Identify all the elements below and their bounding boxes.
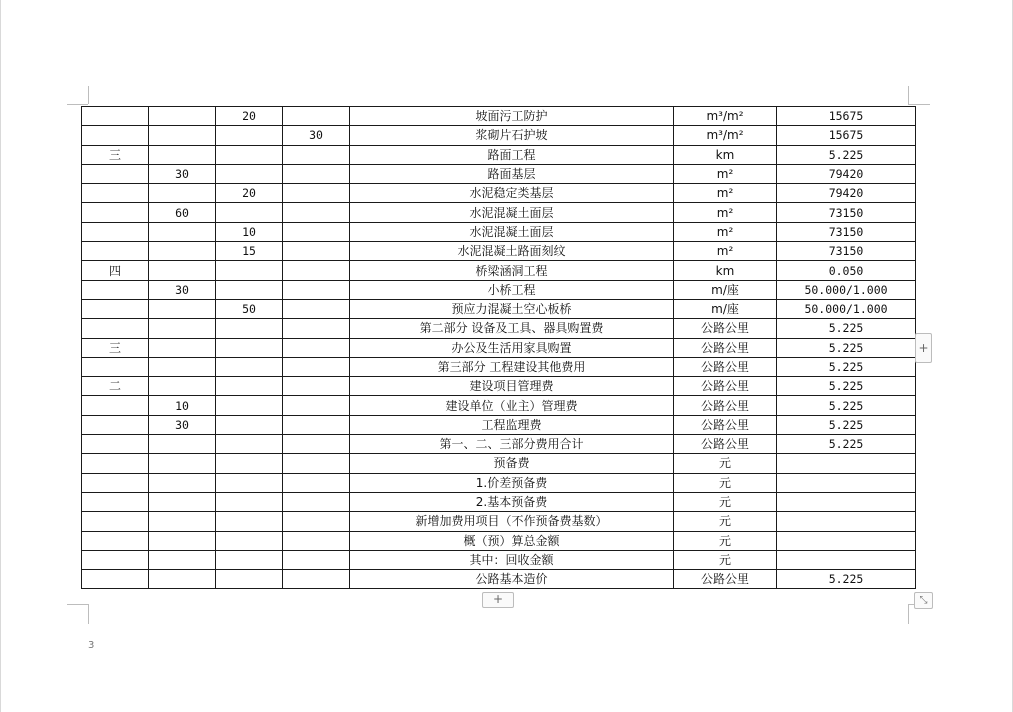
level-2-cell[interactable] xyxy=(149,145,216,164)
quantity-cell[interactable]: 5.225 xyxy=(777,377,916,396)
level-2-cell[interactable] xyxy=(149,299,216,318)
level-2-cell[interactable] xyxy=(149,492,216,511)
level-3-cell[interactable] xyxy=(216,492,283,511)
item-name-cell[interactable]: 建设单位（业主）管理费 xyxy=(350,396,674,415)
unit-cell[interactable]: 公路公里 xyxy=(674,338,777,357)
level-2-cell[interactable] xyxy=(149,338,216,357)
level-2-cell[interactable] xyxy=(149,126,216,145)
quantity-cell[interactable]: 79420 xyxy=(777,164,916,183)
level-2-cell[interactable] xyxy=(149,242,216,261)
quantity-cell[interactable] xyxy=(777,473,916,492)
quantity-cell[interactable] xyxy=(777,454,916,473)
level-2-cell[interactable] xyxy=(149,377,216,396)
level-3-cell[interactable] xyxy=(216,203,283,222)
quantity-cell[interactable]: 73150 xyxy=(777,222,916,241)
margin-corner-bottom-right xyxy=(908,604,909,624)
level-2-cell[interactable]: 30 xyxy=(149,415,216,434)
unit-cell[interactable]: m² xyxy=(674,222,777,241)
table-row xyxy=(82,473,916,492)
level-3-cell[interactable] xyxy=(216,512,283,531)
level-1-cell[interactable] xyxy=(82,319,149,338)
unit-cell[interactable]: m³/m² xyxy=(674,126,777,145)
level-4-cell[interactable] xyxy=(283,454,350,473)
margin-corner-bottom-left xyxy=(88,604,89,624)
table-row xyxy=(82,203,916,222)
table-row xyxy=(82,570,916,589)
table-row xyxy=(82,280,916,299)
item-name-cell[interactable]: 路面工程 xyxy=(350,145,674,164)
level-3-cell[interactable] xyxy=(216,473,283,492)
level-4-cell[interactable] xyxy=(283,338,350,357)
level-1-cell[interactable]: 四 xyxy=(82,261,149,280)
level-1-cell[interactable] xyxy=(82,222,149,241)
item-name-cell[interactable]: 小桥工程 xyxy=(350,280,674,299)
item-name-cell[interactable]: 水泥混凝土面层 xyxy=(350,203,674,222)
level-2-cell[interactable] xyxy=(149,531,216,550)
level-4-cell[interactable] xyxy=(283,550,350,569)
table-row xyxy=(82,222,916,241)
level-4-cell[interactable] xyxy=(283,222,350,241)
quantity-cell[interactable]: 50.000/1.000 xyxy=(777,280,916,299)
level-3-cell[interactable] xyxy=(216,145,283,164)
unit-cell[interactable]: 公路公里 xyxy=(674,415,777,434)
level-1-cell[interactable] xyxy=(82,203,149,222)
level-3-cell[interactable] xyxy=(216,415,283,434)
page-edge-left xyxy=(0,0,1,712)
item-name-cell[interactable]: 建设项目管理费 xyxy=(350,377,674,396)
table-row xyxy=(82,145,916,164)
level-2-cell[interactable] xyxy=(149,184,216,203)
quantity-cell[interactable]: 0.050 xyxy=(777,261,916,280)
level-4-cell[interactable] xyxy=(283,145,350,164)
unit-cell[interactable]: 元 xyxy=(674,454,777,473)
level-2-cell[interactable] xyxy=(149,357,216,376)
level-2-cell[interactable]: 30 xyxy=(149,280,216,299)
level-4-cell[interactable] xyxy=(283,396,350,415)
budget-table xyxy=(81,106,916,589)
unit-cell[interactable]: 元 xyxy=(674,512,777,531)
item-name-cell[interactable]: 浆砌片石护坡 xyxy=(350,126,674,145)
item-name-cell[interactable]: 工程监理费 xyxy=(350,415,674,434)
quantity-cell[interactable]: 5.225 xyxy=(777,319,916,338)
level-1-cell[interactable] xyxy=(82,299,149,318)
table-row xyxy=(82,435,916,454)
quantity-cell[interactable]: 5.225 xyxy=(777,415,916,434)
quantity-cell[interactable]: 15675 xyxy=(777,126,916,145)
level-3-cell[interactable]: 20 xyxy=(216,184,283,203)
table-row xyxy=(82,338,916,357)
level-3-cell[interactable] xyxy=(216,280,283,299)
level-1-cell[interactable]: 二 xyxy=(82,377,149,396)
unit-cell[interactable]: m/座 xyxy=(674,299,777,318)
level-3-cell[interactable]: 50 xyxy=(216,299,283,318)
level-3-cell[interactable] xyxy=(216,377,283,396)
level-2-cell[interactable] xyxy=(149,512,216,531)
level-2-cell[interactable] xyxy=(149,435,216,454)
unit-cell[interactable]: m/座 xyxy=(674,280,777,299)
table-row xyxy=(82,415,916,434)
level-2-cell[interactable] xyxy=(149,222,216,241)
margin-corner-top-left xyxy=(67,104,88,105)
unit-cell[interactable]: 元 xyxy=(674,531,777,550)
level-3-cell[interactable] xyxy=(216,319,283,338)
unit-cell[interactable]: 公路公里 xyxy=(674,377,777,396)
item-name-cell[interactable]: 坡面污工防护 xyxy=(350,107,674,126)
margin-corner-top-right xyxy=(908,104,930,105)
level-1-cell[interactable] xyxy=(82,164,149,183)
table-resize-handle[interactable]: ⤡ xyxy=(914,592,933,609)
quantity-cell[interactable]: 5.225 xyxy=(777,570,916,589)
level-4-cell[interactable] xyxy=(283,164,350,183)
level-3-cell[interactable] xyxy=(216,531,283,550)
level-1-cell[interactable] xyxy=(82,280,149,299)
level-1-cell[interactable] xyxy=(82,126,149,145)
level-3-cell[interactable]: 10 xyxy=(216,222,283,241)
item-name-cell[interactable]: 第一、二、三部分费用合计 xyxy=(350,435,674,454)
item-name-cell[interactable]: 水泥稳定类基层 xyxy=(350,184,674,203)
level-3-cell[interactable] xyxy=(216,550,283,569)
quantity-cell[interactable]: 73150 xyxy=(777,203,916,222)
item-name-cell[interactable]: 水泥混凝土面层 xyxy=(350,222,674,241)
level-1-cell[interactable] xyxy=(82,473,149,492)
level-1-cell[interactable] xyxy=(82,550,149,569)
level-4-cell[interactable] xyxy=(283,319,350,338)
level-3-cell[interactable] xyxy=(216,454,283,473)
level-4-cell[interactable] xyxy=(283,242,350,261)
table-row xyxy=(82,164,916,183)
quantity-cell[interactable] xyxy=(777,492,916,511)
quantity-cell[interactable]: 5.225 xyxy=(777,338,916,357)
quantity-cell[interactable]: 5.225 xyxy=(777,435,916,454)
unit-cell[interactable]: 元 xyxy=(674,492,777,511)
item-name-cell[interactable]: 水泥混凝土路面刻纹 xyxy=(350,242,674,261)
level-1-cell[interactable] xyxy=(82,107,149,126)
level-3-cell[interactable] xyxy=(216,338,283,357)
table-row xyxy=(82,550,916,569)
quantity-cell[interactable] xyxy=(777,531,916,550)
unit-cell[interactable]: km xyxy=(674,261,777,280)
unit-cell[interactable]: m² xyxy=(674,184,777,203)
unit-cell[interactable]: m² xyxy=(674,242,777,261)
level-4-cell[interactable] xyxy=(283,280,350,299)
item-name-cell[interactable]: 第三部分 工程建设其他费用 xyxy=(350,357,674,376)
table-row xyxy=(82,396,916,415)
level-3-cell[interactable] xyxy=(216,164,283,183)
level-2-cell[interactable]: 30 xyxy=(149,164,216,183)
level-1-cell[interactable] xyxy=(82,415,149,434)
table-row xyxy=(82,242,916,261)
table-row xyxy=(82,377,916,396)
unit-cell[interactable]: m² xyxy=(674,203,777,222)
item-name-cell[interactable]: 1.价差预备费 xyxy=(350,473,674,492)
level-3-cell[interactable] xyxy=(216,435,283,454)
table-row xyxy=(82,357,916,376)
item-name-cell[interactable]: 路面基层 xyxy=(350,164,674,183)
table-row xyxy=(82,107,916,126)
quantity-cell[interactable]: 73150 xyxy=(777,242,916,261)
level-1-cell[interactable] xyxy=(82,184,149,203)
level-2-cell[interactable] xyxy=(149,454,216,473)
item-name-cell[interactable]: 预备费 xyxy=(350,454,674,473)
table-row xyxy=(82,512,916,531)
level-2-cell[interactable] xyxy=(149,550,216,569)
level-2-cell[interactable] xyxy=(149,107,216,126)
item-name-cell[interactable]: 预应力混凝土空心板桥 xyxy=(350,299,674,318)
level-3-cell[interactable] xyxy=(216,396,283,415)
add-row-button[interactable]: + xyxy=(482,592,514,608)
level-1-cell[interactable]: 三 xyxy=(82,145,149,164)
unit-cell[interactable]: 公路公里 xyxy=(674,435,777,454)
level-3-cell[interactable] xyxy=(216,570,283,589)
level-2-cell[interactable] xyxy=(149,319,216,338)
level-4-cell[interactable] xyxy=(283,512,350,531)
level-2-cell[interactable] xyxy=(149,570,216,589)
level-1-cell[interactable] xyxy=(82,357,149,376)
table-row xyxy=(82,261,916,280)
level-1-cell[interactable]: 三 xyxy=(82,338,149,357)
level-4-cell[interactable] xyxy=(283,570,350,589)
unit-cell[interactable]: 元 xyxy=(674,550,777,569)
item-name-cell[interactable]: 第二部分 设备及工具、器具购置费 xyxy=(350,319,674,338)
level-2-cell[interactable] xyxy=(149,261,216,280)
level-1-cell[interactable] xyxy=(82,242,149,261)
quantity-cell[interactable]: 5.225 xyxy=(777,357,916,376)
level-4-cell[interactable] xyxy=(283,184,350,203)
level-2-cell[interactable]: 60 xyxy=(149,203,216,222)
unit-cell[interactable]: m² xyxy=(674,164,777,183)
item-name-cell[interactable]: 2.基本预备费 xyxy=(350,492,674,511)
level-4-cell[interactable] xyxy=(283,107,350,126)
unit-cell[interactable]: m³/m² xyxy=(674,107,777,126)
table-row xyxy=(82,454,916,473)
unit-cell[interactable]: km xyxy=(674,145,777,164)
unit-cell[interactable]: 元 xyxy=(674,473,777,492)
item-name-cell[interactable]: 办公及生活用家具购置 xyxy=(350,338,674,357)
level-3-cell[interactable]: 20 xyxy=(216,107,283,126)
unit-cell[interactable]: 公路公里 xyxy=(674,319,777,338)
table-row xyxy=(82,299,916,318)
level-1-cell[interactable] xyxy=(82,396,149,415)
item-name-cell[interactable]: 桥梁涵洞工程 xyxy=(350,261,674,280)
table-row xyxy=(82,492,916,511)
level-3-cell[interactable] xyxy=(216,261,283,280)
level-3-cell[interactable] xyxy=(216,126,283,145)
level-4-cell[interactable] xyxy=(283,299,350,318)
level-1-cell[interactable] xyxy=(82,531,149,550)
margin-corner-top-right xyxy=(908,86,909,104)
level-4-cell[interactable] xyxy=(283,473,350,492)
table-row xyxy=(82,531,916,550)
table-row xyxy=(82,319,916,338)
item-name-cell[interactable]: 概（预）算总金额 xyxy=(350,531,674,550)
page-number: 3 xyxy=(88,640,95,651)
level-2-cell[interactable]: 10 xyxy=(149,396,216,415)
margin-corner-bottom-left xyxy=(67,604,88,605)
table-row xyxy=(82,126,916,145)
unit-cell[interactable]: 公路公里 xyxy=(674,357,777,376)
quantity-cell[interactable]: 5.225 xyxy=(777,145,916,164)
quantity-cell[interactable]: 5.225 xyxy=(777,396,916,415)
quantity-cell[interactable] xyxy=(777,550,916,569)
margin-corner-top-left xyxy=(88,86,89,104)
level-4-cell[interactable] xyxy=(283,415,350,434)
unit-cell[interactable]: 公路公里 xyxy=(674,396,777,415)
level-4-cell[interactable] xyxy=(283,377,350,396)
level-4-cell[interactable] xyxy=(283,435,350,454)
unit-cell[interactable]: 公路公里 xyxy=(674,570,777,589)
item-name-cell[interactable]: 其中：回收金额 xyxy=(350,550,674,569)
level-4-cell[interactable] xyxy=(283,357,350,376)
table-row xyxy=(82,184,916,203)
quantity-cell[interactable]: 50.000/1.000 xyxy=(777,299,916,318)
level-3-cell[interactable] xyxy=(216,357,283,376)
item-name-cell[interactable]: 新增加费用项目（不作预备费基数） xyxy=(350,512,674,531)
level-1-cell[interactable] xyxy=(82,454,149,473)
level-4-cell[interactable] xyxy=(283,261,350,280)
level-1-cell[interactable] xyxy=(82,570,149,589)
level-3-cell[interactable]: 15 xyxy=(216,242,283,261)
quantity-cell[interactable]: 79420 xyxy=(777,184,916,203)
quantity-cell[interactable]: 15675 xyxy=(777,107,916,126)
level-4-cell[interactable] xyxy=(283,492,350,511)
level-2-cell[interactable] xyxy=(149,473,216,492)
level-1-cell[interactable] xyxy=(82,435,149,454)
item-name-cell[interactable]: 公路基本造价 xyxy=(350,570,674,589)
add-column-button[interactable]: + xyxy=(915,333,932,363)
level-4-cell[interactable]: 30 xyxy=(283,126,350,145)
quantity-cell[interactable] xyxy=(777,512,916,531)
level-4-cell[interactable] xyxy=(283,531,350,550)
level-1-cell[interactable] xyxy=(82,512,149,531)
level-1-cell[interactable] xyxy=(82,492,149,511)
level-4-cell[interactable] xyxy=(283,203,350,222)
